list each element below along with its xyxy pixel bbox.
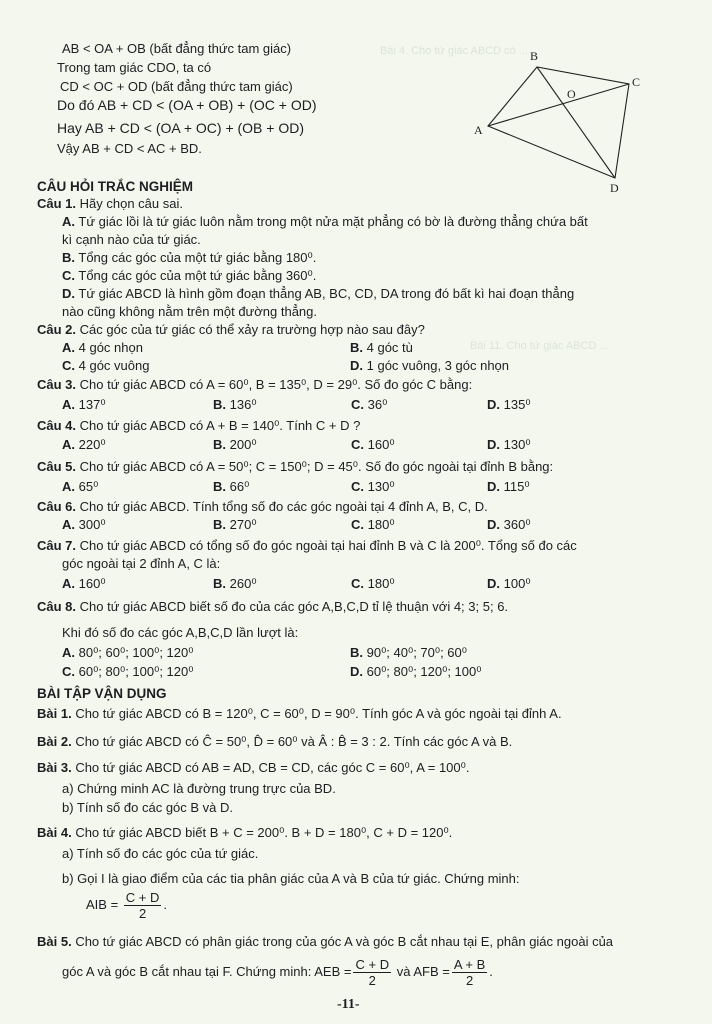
quadrilateral-abcd — [488, 67, 629, 178]
option-a — [62, 213, 588, 230]
exercise-3 — [37, 759, 469, 776]
option-text: 60⁰; 80⁰; 100⁰; 120⁰ — [78, 664, 194, 679]
option-text: 90⁰; 40⁰; 70⁰; 60⁰ — [366, 645, 467, 660]
option-letter: B. — [213, 517, 226, 532]
option-letter: C. — [351, 517, 364, 532]
option-a — [62, 436, 106, 453]
bleed-through-text: Bài 11. Cho tứ giác ABCD ... — [470, 340, 609, 352]
fraction-numerator: A + B — [453, 957, 486, 973]
formula-lhs: AEB = — [314, 964, 352, 979]
exercise-label: Bài 1. — [37, 706, 72, 721]
option-text: 270⁰ — [229, 517, 257, 532]
proof-line: Do đó AB + CD < (OA + OB) + (OC + OD) — [57, 97, 317, 113]
formula-lhs: AFB = — [413, 964, 450, 979]
proof-line: Trong tam giác CDO, ta có — [57, 60, 212, 75]
question-text: Cho tứ giác ABCD biết số đo của các góc A,B,C,D tỉ lệ thuận với 4; 3; 5; 6. — [79, 599, 509, 614]
option-text: 300⁰ — [78, 517, 106, 532]
fraction-denominator: 2 — [465, 973, 474, 989]
option-b — [213, 396, 257, 413]
option-d — [487, 575, 531, 592]
proof-line: Vậy AB + CD < AC + BD. — [57, 141, 202, 156]
option-text: 180⁰ — [367, 517, 395, 532]
option-text-cont: kì cạnh nào của tứ giác. — [62, 232, 201, 247]
option-letter: C. — [62, 664, 75, 679]
option-text: 220⁰ — [78, 437, 106, 452]
question-text: Cho tứ giác ABCD có tổng số đo góc ngoài tại hai đỉnh B và C là 200⁰. Tổng số đo các — [79, 538, 577, 553]
option-d — [487, 478, 530, 495]
option-a — [62, 516, 106, 533]
option-c — [62, 267, 316, 284]
option-a — [62, 575, 106, 592]
exercise-1 — [37, 705, 562, 722]
option-a — [62, 478, 98, 495]
exercise-label: Bài 5. — [37, 934, 72, 949]
question-5 — [37, 458, 553, 475]
option-b — [350, 644, 467, 661]
exercise-text: Cho tứ giác ABCD có B = 120⁰, C = 60⁰, D = 90⁰. Tính góc A và góc ngoài tại đỉnh A. — [75, 706, 562, 721]
option-c — [62, 663, 193, 680]
page-number: -11- — [337, 997, 360, 1012]
option-text: 160⁰ — [78, 576, 106, 591]
question-1 — [37, 195, 183, 212]
option-letter: A. — [62, 214, 75, 229]
exercise-text: Cho tứ giác ABCD biết B + C = 200⁰. B + D = 180⁰, C + D = 120⁰. — [75, 825, 453, 840]
option-c — [351, 575, 395, 592]
question-text-cont: góc ngoài tại 2 đỉnh A, C là: — [62, 556, 221, 571]
option-text: 200⁰ — [229, 437, 257, 452]
question-label: Câu 5. — [37, 459, 77, 474]
option-letter: A. — [62, 437, 75, 452]
vertex-label-o: O — [567, 87, 576, 101]
option-letter: C. — [351, 437, 364, 452]
exercise-4b: b) Gọi I là giao điểm của các tia phân giác của A và B của tứ giác. Chứng minh: — [62, 871, 520, 886]
option-text: Tổng các góc của một tứ giác bằng 360⁰. — [78, 268, 317, 283]
formula-lhs: AIB = — [86, 897, 119, 912]
option-text: 115⁰ — [503, 479, 530, 494]
fraction-denominator: 2 — [138, 906, 147, 922]
formula-aib — [86, 888, 167, 922]
question-label: Câu 2. — [37, 322, 77, 337]
option-text: 360⁰ — [503, 517, 531, 532]
option-b — [213, 436, 257, 453]
option-d — [487, 396, 531, 413]
option-d — [350, 357, 509, 374]
exercise-4 — [37, 824, 452, 841]
option-text: Tứ giác ABCD là hình gồm đoạn thẳng AB, BC, CD, DA trong đó bất kì hai đoạn thẳng — [78, 286, 575, 301]
option-letter: D. — [487, 517, 500, 532]
option-letter: A. — [62, 340, 75, 355]
option-text: Tứ giác lồi là tứ giác luôn nằm trong một nửa mặt phẳng có bờ là đường thẳng chứa bất — [78, 214, 588, 229]
option-letter: D. — [487, 576, 500, 591]
option-letter: C. — [351, 576, 364, 591]
option-text: 4 góc vuông — [78, 358, 150, 373]
option-d — [487, 436, 531, 453]
option-a — [62, 396, 106, 413]
question-label: Câu 6. — [37, 499, 77, 514]
fraction-numerator: C + D — [355, 957, 390, 973]
option-letter: B. — [213, 576, 226, 591]
option-d — [487, 516, 531, 533]
option-letter: B. — [213, 397, 226, 412]
vertex-label-a: A — [474, 123, 483, 137]
option-text-cont: nào cũng không nằm trên một đường thẳng. — [62, 304, 318, 319]
exercise-3a: a) Chứng minh AC là đường trung trực của BD. — [62, 781, 336, 796]
option-text: 66⁰ — [229, 479, 250, 494]
option-letter: B. — [350, 340, 363, 355]
option-text: 130⁰ — [367, 479, 395, 494]
exercise-3b: b) Tính số đo các góc B và D. — [62, 800, 234, 815]
option-text: 260⁰ — [229, 576, 257, 591]
exercise-text: Cho tứ giác ABCD có AB = AD, CB = CD, các góc C = 60⁰, A = 100⁰. — [75, 760, 470, 775]
option-letter: C. — [351, 397, 364, 412]
option-text: 137⁰ — [78, 397, 106, 412]
option-letter: A. — [62, 517, 75, 532]
question-text: Cho tứ giác ABCD có A = 50⁰; C = 150⁰; D = 45⁰. Số đo góc ngoài tại đỉnh B bằng: — [79, 459, 554, 474]
question-6 — [37, 498, 488, 515]
proof-line: Hay AB + CD < (OA + OC) + (OB + OD) — [57, 120, 305, 136]
fraction — [124, 890, 162, 921]
question-label: Câu 4. — [37, 418, 77, 433]
question-3 — [37, 376, 472, 393]
proof-line: CD < OC + OD (bất đẳng thức tam giác) — [60, 79, 293, 94]
option-c — [351, 478, 395, 495]
option-letter: D. — [350, 358, 363, 373]
quadrilateral-figure — [460, 40, 660, 200]
option-text: 4 góc nhọn — [78, 340, 143, 355]
question-text: Cho tứ giác ABCD có A = 60⁰, B = 135⁰, D = 29⁰. Số đo góc C bằng: — [79, 377, 473, 392]
fraction — [353, 957, 391, 988]
option-letter: D. — [487, 437, 500, 452]
option-letter: C. — [62, 358, 75, 373]
option-text: 160⁰ — [367, 437, 395, 452]
option-text: 135⁰ — [503, 397, 531, 412]
option-text: 1 góc vuông, 3 góc nhọn — [366, 358, 510, 373]
option-text: 60⁰; 80⁰; 120⁰; 100⁰ — [366, 664, 482, 679]
question-label: Câu 1. — [37, 196, 77, 211]
fraction-numerator: C + D — [125, 890, 160, 906]
exercise-label: Bài 3. — [37, 760, 72, 775]
diagonal-bd — [537, 67, 615, 178]
option-letter: A. — [62, 479, 75, 494]
option-letter: B. — [213, 479, 226, 494]
option-c — [351, 516, 395, 533]
question-text: Các góc của tứ giác có thể xảy ra trường hợp nào sau đây? — [79, 322, 425, 337]
option-b — [213, 575, 257, 592]
question-7 — [37, 537, 577, 554]
section-heading-mcq: CÂU HỎI TRẮC NGHIỆM — [37, 179, 193, 194]
option-letter: A. — [62, 397, 75, 412]
option-text: 4 góc tù — [366, 340, 413, 355]
option-text: 65⁰ — [78, 479, 99, 494]
question-label: Câu 3. — [37, 377, 77, 392]
option-letter: C. — [62, 268, 75, 283]
option-c — [351, 436, 395, 453]
section-heading-exercises: BÀI TẬP VẬN DỤNG — [37, 686, 167, 701]
exercise-5 — [37, 933, 613, 950]
option-text: 100⁰ — [503, 576, 531, 591]
option-letter: D. — [487, 479, 500, 494]
option-letter: D. — [350, 664, 363, 679]
question-2 — [37, 321, 425, 338]
formula-period: . — [163, 897, 168, 912]
question-label: Câu 8. — [37, 599, 77, 614]
option-b — [62, 249, 316, 266]
option-letter: B. — [213, 437, 226, 452]
exercise-text: góc A và góc B cắt nhau tại F. Chứng minh: — [62, 964, 312, 979]
option-text: 130⁰ — [503, 437, 531, 452]
option-d — [350, 663, 481, 680]
option-d — [62, 285, 574, 302]
option-letter: B. — [62, 250, 75, 265]
option-b — [213, 516, 257, 533]
option-letter: D. — [487, 397, 500, 412]
option-letter: A. — [62, 645, 75, 660]
formula-period: . — [489, 964, 493, 979]
option-text: 180⁰ — [367, 576, 395, 591]
conjunction: và — [396, 964, 411, 979]
exercise-4a: a) Tính số đo các góc của tứ giác. — [62, 846, 259, 861]
exercise-label: Bài 2. — [37, 734, 72, 749]
exercise-text: Cho tứ giác ABCD có phân giác trong của góc A và góc B cắt nhau tại E, phân giác ngoài của — [75, 934, 614, 949]
option-letter: B. — [350, 645, 363, 660]
exercise-text: Cho tứ giác ABCD có Ĉ = 50⁰, D̂ = 60⁰ và Â : B̂ = 3 : 2. Tính các góc A và B. — [75, 734, 513, 749]
option-letter: D. — [62, 286, 75, 301]
vertex-label-c: C — [632, 75, 641, 89]
vertex-label-b: B — [530, 49, 539, 63]
diagonal-ac — [488, 84, 629, 126]
option-b — [350, 339, 413, 356]
option-c — [351, 396, 387, 413]
question-4 — [37, 417, 360, 434]
option-c — [62, 357, 149, 374]
vertex-label-d: D — [610, 181, 619, 195]
bleed-through-text: Bài 4. Cho tứ giác ABCD có ... — [380, 45, 528, 57]
option-letter: C. — [351, 479, 364, 494]
question-text: Hãy chọn câu sai. — [79, 196, 183, 211]
question-label: Câu 7. — [37, 538, 77, 553]
option-a — [62, 644, 193, 661]
option-text: 36⁰ — [367, 397, 388, 412]
question-text: Cho tứ giác ABCD có A + B = 140⁰. Tính C + D ? — [79, 418, 361, 433]
option-text: 80⁰; 60⁰; 100⁰; 120⁰ — [78, 645, 194, 660]
option-text: 136⁰ — [229, 397, 257, 412]
option-letter: A. — [62, 576, 75, 591]
option-text: Tổng các góc của một tứ giác bằng 180⁰. — [78, 250, 317, 265]
question-text: Cho tứ giác ABCD. Tính tổng số đo các góc ngoài tại 4 đỉnh A, B, C, D. — [79, 499, 488, 514]
option-a — [62, 339, 143, 356]
exercise-label: Bài 4. — [37, 825, 72, 840]
fraction-denominator: 2 — [368, 973, 376, 989]
question-8 — [37, 598, 508, 615]
question-text-cont: Khi đó số đo các góc A,B,C,D lần lượt là: — [62, 625, 299, 640]
fraction — [452, 957, 487, 988]
proof-line: AB < OA + OB (bất đẳng thức tam giác) — [62, 41, 292, 56]
exercise-5-cont — [62, 955, 493, 989]
option-b — [213, 478, 249, 495]
exercise-2 — [37, 733, 512, 750]
